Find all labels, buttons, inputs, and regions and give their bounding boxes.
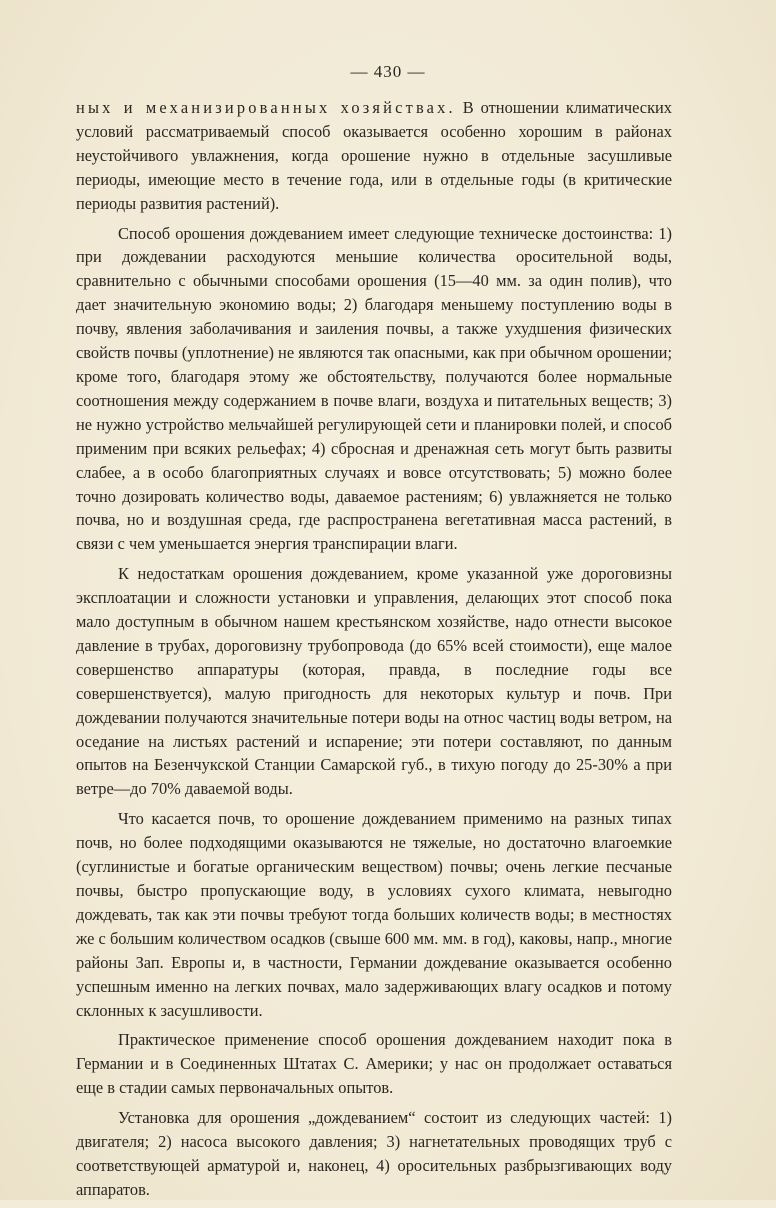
paragraph-2: Способ орошения дождеванием имеет следующие техническе достоинства: 1) при дождевании расходуются меньшие количества оросительной воды, сравнительно с обычными способами орошения (15—40 мм. за один полив), что дает значительную экономию воды; 2) благодаря меньшему поступлению воды в почву, явления заболачивания и заиления почвы, а также ухудшения физических свойств почвы (уплотнение) не являются так опасными, как при обычном орошении; кроме того, благодаря этому же обстоятельству, получаются более нормальные соотношения между содержанием в почве влаги, воздуха и питательных веществ; 3) не нужно устройство мельчайшей регулирующей сети и планировки полей, и способ применим при всяких рельефах; 4) сбросная и дренажная сеть могут быть развиты слабее, а в особо благоприятных случаях и вовсе отсутствовать; 5) можно более точно дозировать количество воды, даваемое растениям; 6) увлажняется не только почва, но и воздушная среда, где распространена вегетативная масса растений, в связи с чем уменьшается энергия транспирации влаги. — [76, 223, 672, 554]
paragraph-5: Практическое применение способ орошения дождеванием находит пока в Германии и в Соединенных Штатах С. Америки; у нас он продолжает оставаться еще в стадии самых первоначальных опытов. — [76, 1030, 672, 1098]
paragraph-1-text: В отношении климатических условий рассматриваемый способ оказывается особенно хорошим в районах неустойчивого увлажнения, когда орошение нужно в отдельные засушливые периоды, имеющие место в течение года, или в отдельные годы (в критические периоды развития растений). — [76, 98, 673, 213]
spaced-emphasis: ных и механизированных хозяйствах. — [76, 98, 456, 117]
paragraph-1 — [76, 96, 672, 216]
page-number: — 430 — — [350, 62, 426, 81]
paragraph-4: Что касается почв, то орошение дождеванием применимо на разных типах почв, но более подходящими оказываются не тяжелые, но достаточно влагоемкие (суглинистые и богатые органическим веществом) почвы; очень легкие песчаные почвы, быстро пропускающие воду, в условиях сухого климата, невыгодно дождевать, так как эти почвы требуют тогда больших количеств воды; в местностях же с большим количеством осадков (свыше 600 мм. мм. в год), каковы, напр., многие районы Зап. Европы и, в частности, Германии дождевание оказывается особенно успешным именно на легких почвах, мало задерживающих влагу осадков и потому склонных к засушливости. — [76, 809, 672, 1020]
paragraph-6: Установка для орошения „дождеванием“ состоит из следующих частей: 1) двигателя; 2) насоса высокого давления; 3) нагнетательных проводящих труб с соответствующей арматурой и, наконец, 4) оросительных разбрызгивающих воду аппаратов. — [76, 1108, 672, 1199]
body-text — [76, 96, 672, 1208]
paragraph-3: К недостаткам орошения дождеванием, кроме указанной уже дороговизны эксплоатации и сложности установки и управления, делающих этот способ пока мало доступным в обычном нашем крестьянском хозяйстве, надо отнести высокое давление в трубах, дороговизну трубопровода (до 65% всей стоимости), еще малое совершенство аппаратуры (которая, правда, в последние годы все совершенствуется), малую пригодность для некоторых культур и почв. При дождевании получаются значительные потери воды на относ частиц воды ветром, на оседание на листьях растений и испарение; эти потери составляют, по данным опытов на Безенчукской Станции Самарской губ., в тихую погоду до 25-30% а при ветре—до 70% даваемой воды. — [76, 564, 672, 799]
